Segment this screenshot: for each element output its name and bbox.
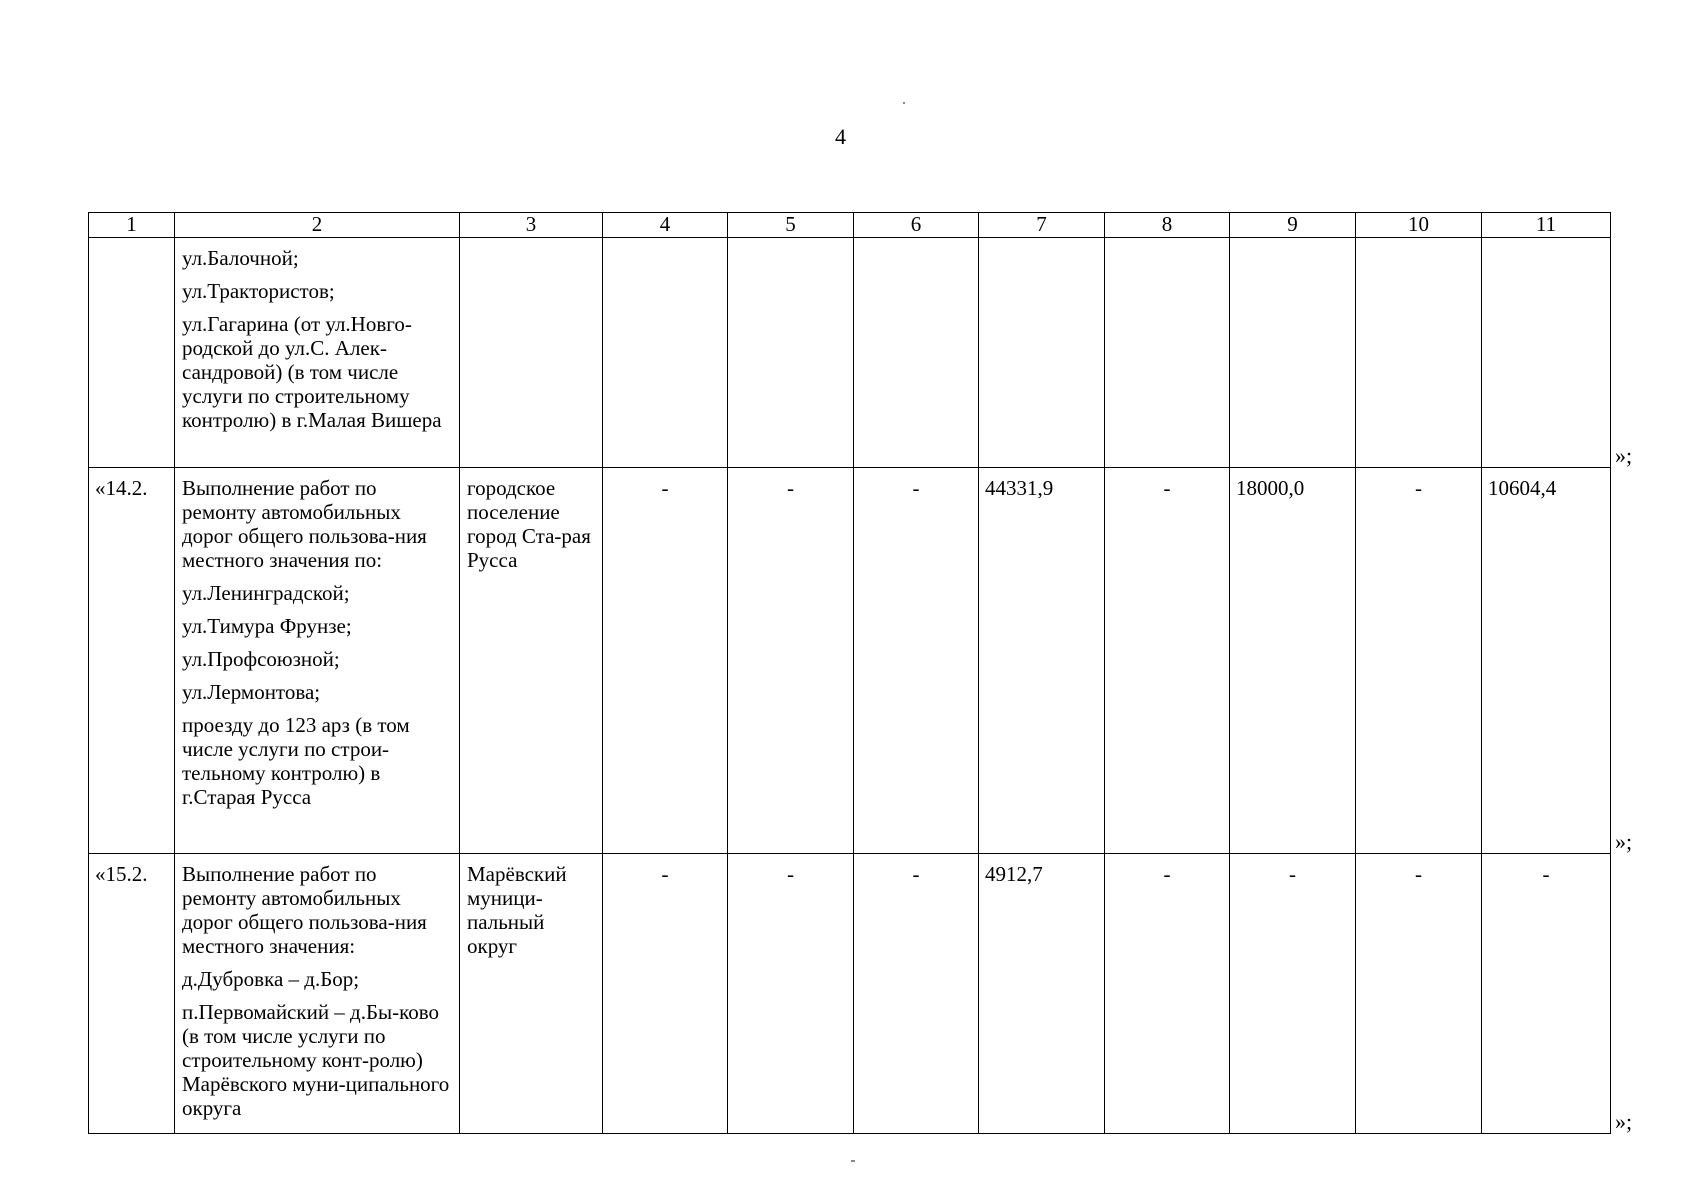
value-cell: - <box>603 854 728 1134</box>
page-number: 4 <box>835 124 846 149</box>
value-cell: - <box>1482 854 1611 1134</box>
value-cell: - <box>1356 854 1482 1134</box>
municipality-cell: городское поселение город Ста-рая Русса <box>460 468 603 854</box>
row-number: «15.2. <box>95 862 148 886</box>
value-cell: - <box>854 854 979 1134</box>
value-cell: - <box>728 854 854 1134</box>
description-paragraph: ул.Балочной; <box>182 246 299 270</box>
description-cell <box>175 238 460 468</box>
description-paragraph: ул.Ленинградской; <box>182 581 350 605</box>
column-header: 8 <box>1105 213 1230 238</box>
column-header: 7 <box>979 213 1105 238</box>
value-cell: - <box>1356 468 1482 854</box>
table-header-row <box>89 213 1611 238</box>
row-number-cell <box>89 238 175 468</box>
column-header: 11 <box>1482 213 1611 238</box>
column-header: 3 <box>460 213 603 238</box>
value-cell: - <box>1230 854 1356 1134</box>
value-cell: 18000,0 <box>1230 468 1356 854</box>
row-number-cell <box>89 854 175 1134</box>
description-paragraph: ул.Лермонтова; <box>182 680 321 704</box>
description-paragraph: Выполнение работ по ремонту автомобильных дорог общего пользова-ния местного значения: <box>182 862 427 958</box>
value-cell: - <box>1105 468 1230 854</box>
column-header: 6 <box>854 213 979 238</box>
row-number: «14.2. <box>95 476 148 500</box>
closing-quote: »; <box>1615 1109 1633 1134</box>
table-row <box>89 854 1611 1134</box>
scan-speck <box>851 1160 855 1162</box>
column-header: 2 <box>175 213 460 238</box>
description-paragraph: проезду до 123 арз (в том числе услуги по строи-тельному контролю) в г.Старая Русса <box>182 713 410 809</box>
row-number-cell <box>89 468 175 854</box>
value-cell: - <box>603 468 728 854</box>
column-header: 10 <box>1356 213 1482 238</box>
data-table <box>88 212 1611 1134</box>
value-cell: - <box>728 468 854 854</box>
description-paragraph: Выполнение работ по ремонту автомобильных дорог общего пользова-ния местного значения по: <box>182 476 427 572</box>
value-cell: 44331,9 <box>979 468 1105 854</box>
table-row <box>89 468 1611 854</box>
description-paragraph: ул.Профсоюзной; <box>182 647 340 671</box>
description-paragraph: п.Первомайский – д.Бы-ково (в том числе услуги по строительному конт-ролю) Марёвского муни-ципального округа <box>182 1000 450 1120</box>
description-paragraph: ул.Тимура Фрунзе; <box>182 614 352 638</box>
description-paragraph: д.Дубровка – д.Бор; <box>182 967 360 991</box>
closing-quote: »; <box>1615 829 1633 854</box>
description-paragraph: ул.Трактористов; <box>182 279 335 303</box>
table-row <box>89 238 1611 468</box>
value-cell: 4912,7 <box>979 854 1105 1134</box>
description-cell <box>175 854 460 1134</box>
value-cell: - <box>854 468 979 854</box>
column-header: 5 <box>728 213 854 238</box>
column-header: 1 <box>89 213 175 238</box>
column-header: 4 <box>603 213 728 238</box>
value-cell: 10604,4 <box>1482 468 1611 854</box>
scan-speck <box>903 102 905 104</box>
description-paragraph: ул.Гагарина (от ул.Новго-родской до ул.С. Алек-сандровой) (в том числе услуги по строительному контролю) в г.Малая Вишера <box>182 312 442 432</box>
column-header: 9 <box>1230 213 1356 238</box>
closing-quote: »; <box>1615 443 1633 468</box>
municipality-cell: Марёвский муници-пальный округ <box>460 854 603 1134</box>
value-cell: - <box>1105 854 1230 1134</box>
description-cell <box>175 468 460 854</box>
